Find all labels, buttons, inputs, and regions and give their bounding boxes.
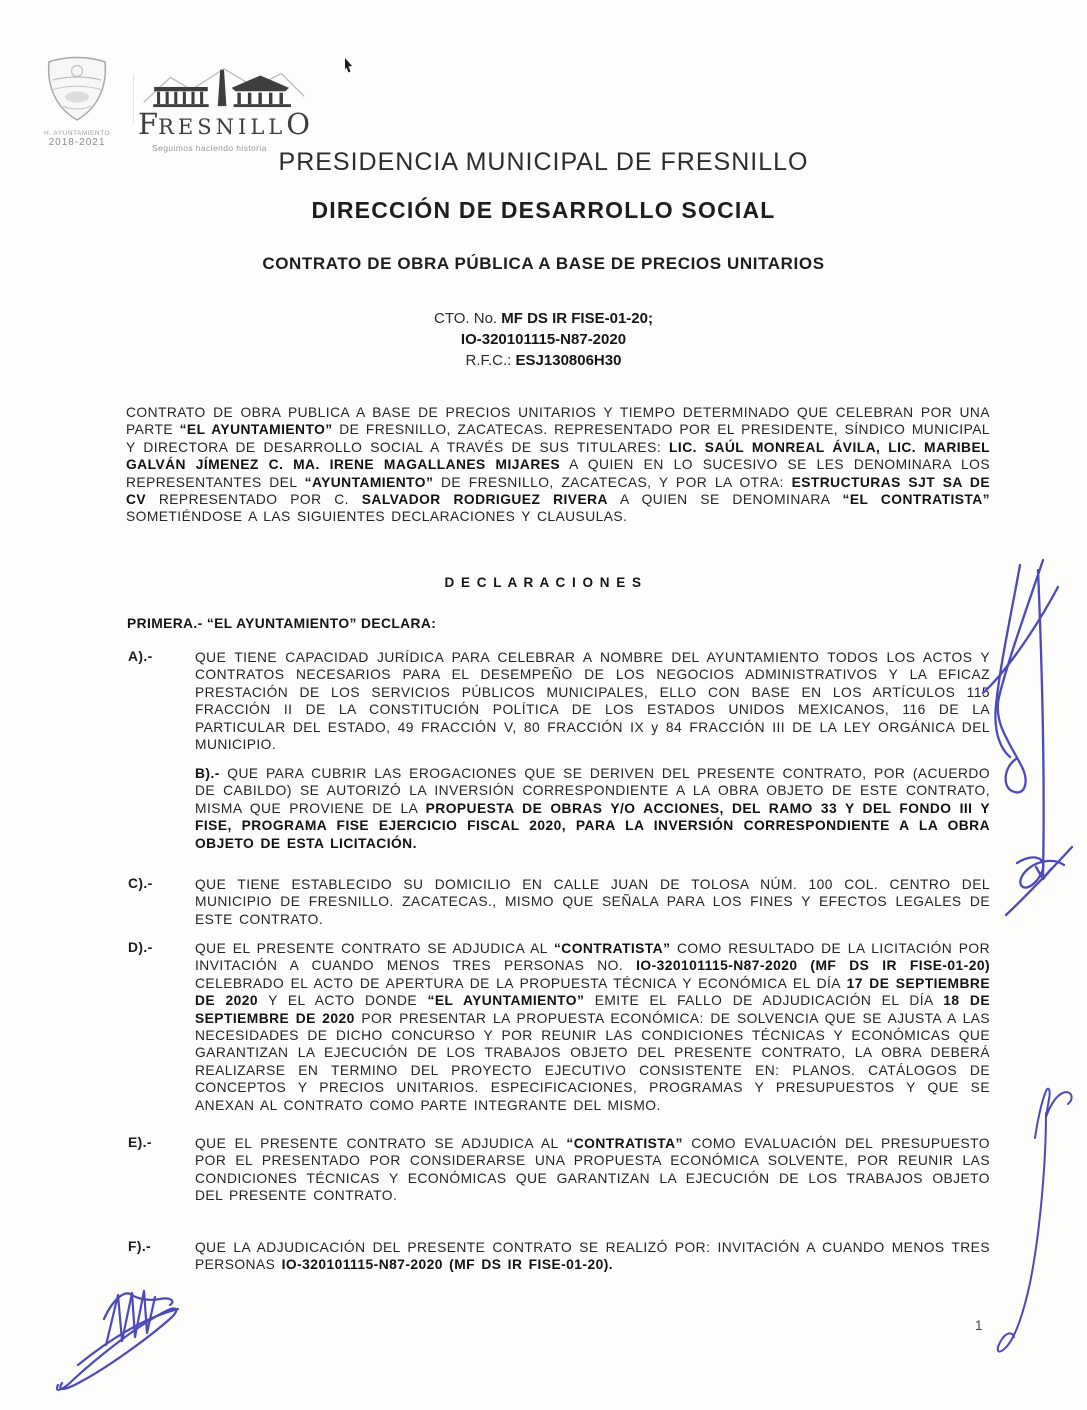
declaration-item-c xyxy=(128,876,990,928)
signature-ink-bottom-left xyxy=(38,1273,203,1403)
crest-years: 2018-2021 xyxy=(48,137,106,148)
item-text: QUE TIENE CAPACIDAD JURÍDICA PARA CELEBRAR A NOMBRE DEL AYUNTAMIENTO TODOS LOS ACTOS Y CONTRATOS NECESARIOS PARA EL DESEMPEÑO DE LOS NEGOCIOS ADMINISTRATIVOS Y LA EFICAZ PRESTACIÓN DE LOS SERVICIOS PÚBLICOS MUNICIPALES, ELLO CON BASE EN LOS ARTÍCULOS 115 FRACCIÓN II DE LA CONSTITUCIÓN POLÍTICA DE LOS ESTADOS UNIDOS MEXICANOS, 116 DE LA PARTICULAR DEL ESTADO, 49 FRACCIÓN V, 80 FRACCIÓN IX y 84 FRACCIÓN III DE LA LEY ORGÁNICA DEL MUNICIPIO. xyxy=(195,650,990,753)
fresnillo-logo xyxy=(138,64,318,153)
cto-number-line: CTO. No. MF DS IR FISE-01-20; xyxy=(434,310,653,327)
intro-paragraph: CONTRATO DE OBRA PUBLICA A BASE DE PRECIOS UNITARIOS Y TIEMPO DETERMINADO QUE CELEBRAN POR UNA PARTE “EL AYUNTAMIENTO” DE FRESNILLO, ZACATECAS. REPRESENTADO POR EL PRESIDENTE, SÍNDICO MUNICIPAL Y DIRECTORA DE DESARROLLO SOCIAL A TRAVÉS DE SUS TITULARES: LIC. SAÚL MONREAL ÁVILA, LIC. MARIBEL GALVÁN JÍMENEZ C. MA. IRENE MAGALLANES MIJARES A QUIEN EN LO SUCESIVO SE LES DENOMINARA LOS REPRESENTANTES DEL “AYUNTAMIENTO” DE FRESNILLO, ZACATECAS, Y POR LA OTRA: ESTRUCTURAS SJT SA DE CV REPRESENTADO POR C. SALVADOR RODRIGUEZ RIVERA A QUIEN SE DENOMINARA “EL CONTRATISTA” SOMETIÉNDOSE A LAS SIGUIENTES DECLARACIONES Y CLAUSULAS. xyxy=(126,405,990,525)
crest-caption: H. AYUNTAMIENTO xyxy=(43,130,110,137)
item-text: QUE TIENE ESTABLECIDO SU DOMICILIO EN CALLE JUAN DE TOLOSA NÚM. 100 COL. CENTRO DEL MUNICIPIO DE FRESNILLO. ZACATECAS., MISMO QUE SEÑALA PARA LOS FINES Y EFECTOS LEGALES DE ESTE CONTRATO. xyxy=(195,877,990,927)
declaration-item-f xyxy=(128,1239,990,1274)
item-text: QUE LA ADJUDICACIÓN DEL PRESENTE CONTRATO SE REALIZÓ POR: INVITACIÓN A CUANDO MENOS TRES PERSONAS IO-320101115-N87-2020 (MF DS IR FISE-01-20). xyxy=(195,1240,990,1273)
rfc-line: R.F.C.: ESJ130806H30 xyxy=(465,352,622,369)
io-number-line: IO-320101115-N87-2020 xyxy=(460,331,627,348)
stray-ink-mark xyxy=(345,58,354,78)
item-text: QUE EL PRESENTE CONTRATO SE ADJUDICA AL “CONTRATISTA” COMO RESULTADO DE LA LICITACIÓN POR INVITACIÓN A CUANDO MENOS TRES PERSONAS NO. IO-320101115-N87-2020 (MF DS IR FISE-01-20) CELEBRADO EL ACTO DE APERTURA DE LA PROPUESTA TÉCNICA Y ECONÓMICA EL DÍA 17 DE SEPTIEMBRE DE 2020 Y EL ACTO DONDE “EL AYUNTAMIENTO” EMITE EL FALLO DE ADJUDICACIÓN EL DÍA 18 DE SEPTIEMBRE DE 2020 POR PRESENTAR LA PROPUESTA ECONÓMICA: DE SOLVENCIA QUE SE AJUSTA A LAS NECESIDADES DE DICHO CONCURSO Y POR REUNIR LAS CONDICIONES TÉCNICAS Y ECONÓMICAS QUE GARANTIZAN LA EJECUCIÓN DE LOS TRABAJOS OBJETO DEL PRESENTE CONTRATO, LA OBRA DEBERÁ REALIZARSE EN TERMINO DEL PROYECTO EJECUTIVO CONSISTENTE EN: PLANOS. CATÁLOGOS DE CONCEPTOS Y PRECIOS UNITARIOS. ESPECIFICACIONES, PROGRAMAS Y PRESUPUESTOS Y QUE SE ANEXAN AL CONTRATO COMO PARTE INTEGRANTE DEL MISMO. xyxy=(195,941,991,1113)
item-label xyxy=(128,765,195,852)
municipal-crest xyxy=(36,56,118,148)
page-number: 1 xyxy=(975,1318,983,1333)
declaration-item-b xyxy=(128,765,990,852)
logo-divider xyxy=(133,74,134,124)
item-label: F).- xyxy=(128,1239,152,1254)
signature-ink-right-lower xyxy=(988,1083,1085,1373)
fresnillo-wordmark: FRESNILLO xyxy=(138,107,310,141)
primera-heading: PRIMERA.- “EL AYUNTAMIENTO” DECLARA: xyxy=(127,616,437,631)
item-label: D).- xyxy=(128,940,153,955)
contract-type-title: CONTRATO DE OBRA PÚBLICA A BASE DE PRECIOS UNITARIOS xyxy=(262,254,825,273)
item-label: A).- xyxy=(128,649,153,664)
item-label: E).- xyxy=(128,1135,152,1150)
declaration-item-a xyxy=(128,649,990,753)
item-text: QUE EL PRESENTE CONTRATO SE ADJUDICA AL “CONTRATISTA” COMO EVALUACIÓN DEL PRESUPUESTO POR EL PRESENTADO POR CONSIDERARSE UNA PROPUESTA ECONÓMICA SOLVENTE, POR REUNIR LAS CONDICIONES TÉCNICAS Y ECONÓMICAS QUE GARANTIZAN LA EJECUCIÓN DE LOS TRABAJOS OBJETO DEL PRESENTE CONTRATO. xyxy=(195,1136,990,1204)
declarations-section-title: D E C L A R A C I O N E S xyxy=(444,575,643,590)
shield-icon xyxy=(37,111,117,128)
declaration-item-e xyxy=(128,1135,990,1205)
fresnillo-tagline: Seguimos haciendo historia xyxy=(152,143,267,153)
item-text: B).- QUE PARA CUBRIR LAS EROGACIONES QUE SE DERIVEN DEL PRESENTE CONTRATO, POR (ACUERDO DE CABILDO) SE AUTORIZÓ LA INVERSIÓN CORRESPONDIENTE A LA OBRA OBJETO DE ESTE CONTRATO, MISMA QUE PROVIENE DE LA PROPUESTA DE OBRAS Y/O ACCIONES, DEL RAMO 33 Y DEL FONDO III Y FISE, PROGRAMA FISE EJERCICIO FISCAL 2020, PARA LA INVERSIÓN CORRESPONDIENTE A LA OBRA OBJETO DE ESTA LICITACIÓN. xyxy=(195,766,990,851)
page-title: PRESIDENCIA MUNICIPAL DE FRESNILLO xyxy=(278,148,809,176)
item-label: C).- xyxy=(128,876,153,891)
signature-ink-right-upper xyxy=(960,545,1085,925)
reference-block xyxy=(0,308,1087,371)
department-title: DIRECCIÓN DE DESARROLLO SOCIAL xyxy=(311,197,776,223)
declaration-item-d xyxy=(128,940,990,1114)
monument-icon xyxy=(138,95,310,112)
